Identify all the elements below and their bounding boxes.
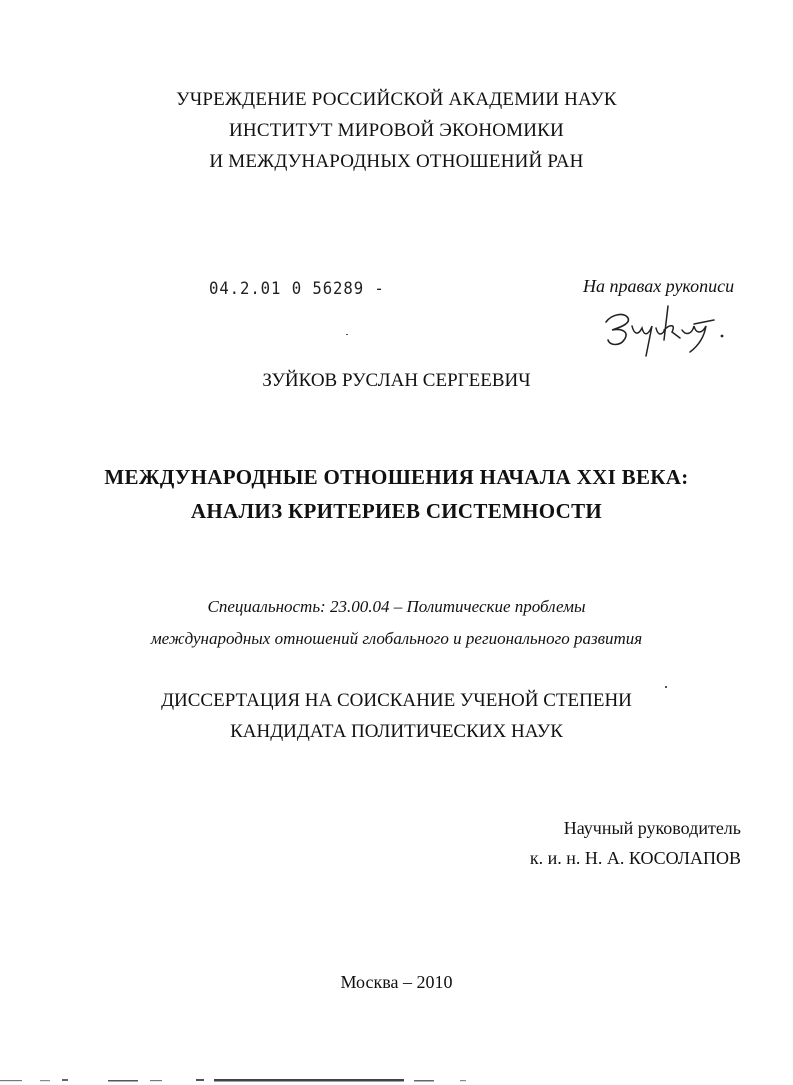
author-name: ЗУЙКОВ РУСЛАН СЕРГЕЕВИЧ [262, 370, 531, 391]
supervisor-label: Научный руководитель [563, 818, 741, 838]
institution-line-3: И МЕЖДУНАРОДНЫХ ОТНОШЕНИЙ РАН [209, 151, 584, 172]
registration-stamp-number: 04.2.01 0 56289 - [209, 279, 385, 299]
city-year: Москва – 2010 [340, 972, 453, 992]
dissertation-title-line-2: АНАЛИЗ КРИТЕРИЕВ СИСТЕМНОСТИ [190, 499, 603, 523]
degree-line-1: ДИССЕРТАЦИЯ НА СОИСКАНИЕ УЧЕНОЙ СТЕПЕНИ [161, 690, 632, 711]
degree-line-2: КАНДИДАТА ПОЛИТИЧЕСКИХ НАУК [230, 721, 563, 742]
specialty-line-1: Специальность: 23.00.04 – Политические проблемы [207, 597, 586, 616]
manuscript-rights-label: На правах рукописи [583, 276, 735, 296]
institution-line-1: УЧРЕЖДЕНИЕ РОССИЙСКОЙ АКАДЕМИИ НАУК [176, 89, 617, 110]
supervisor-name: к. и. н. Н. А. КОСОЛАПОВ [529, 848, 741, 868]
scan-speck [346, 334, 348, 335]
specialty-line-2: международных отношений глобального и регионального развития [150, 629, 643, 648]
dissertation-title-line-1: МЕЖДУНАРОДНЫЕ ОТНОШЕНИЯ НАЧАЛА XXI ВЕКА: [104, 465, 689, 489]
scan-speck [665, 686, 667, 688]
institution-line-2: ИНСТИТУТ МИРОВОЙ ЭКОНОМИКИ [229, 120, 564, 141]
scan-edge-noise [0, 1077, 793, 1085]
author-signature [598, 300, 733, 358]
